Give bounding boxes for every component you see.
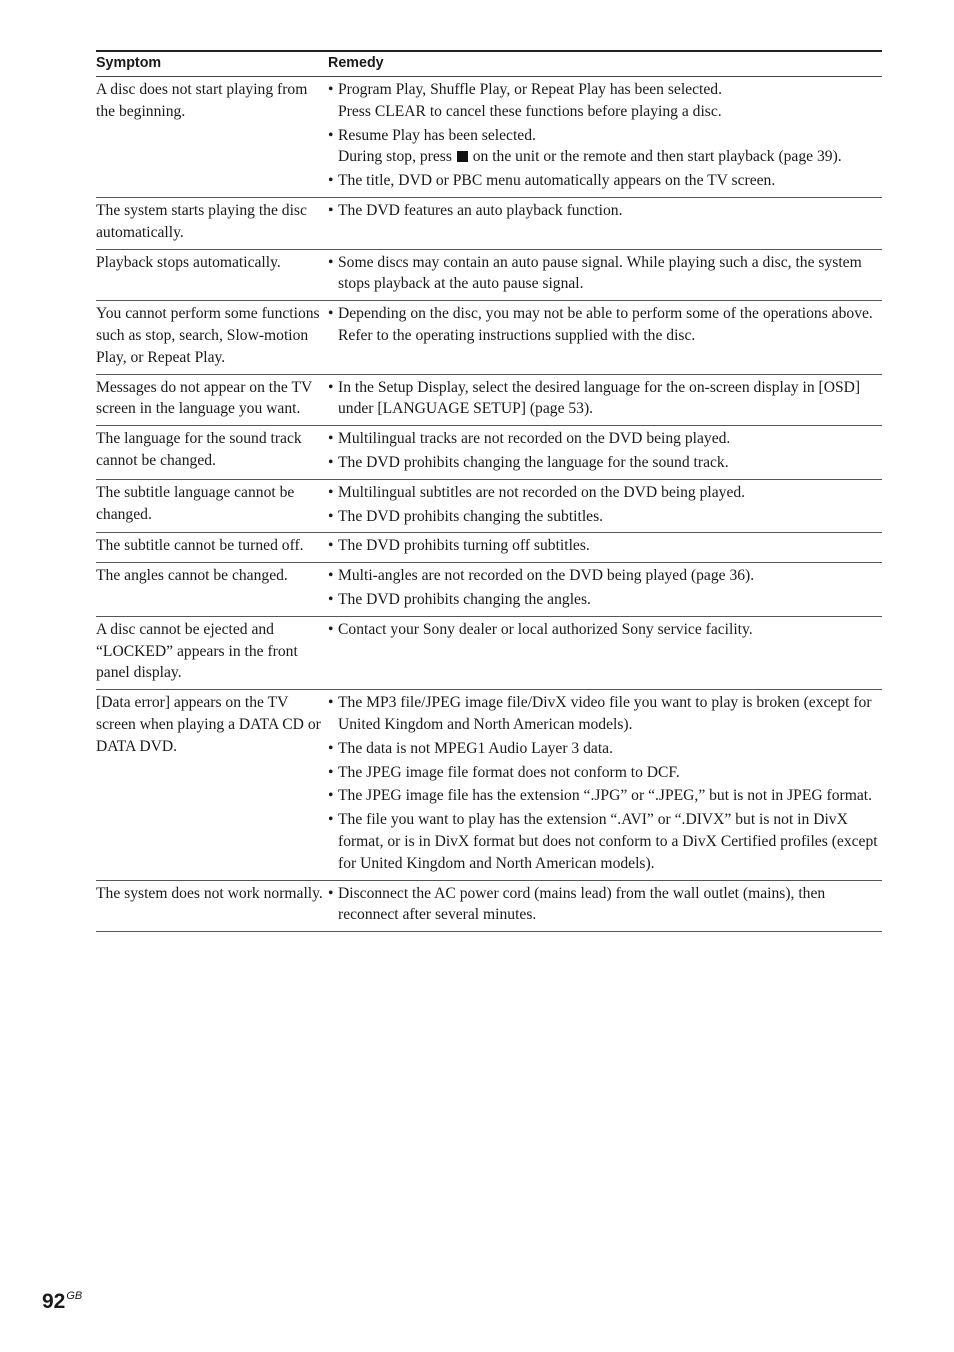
remedy-item (328, 170, 882, 192)
remedy-item (328, 762, 882, 784)
stop-icon (457, 151, 468, 162)
remedy-text: The file you want to play has the extension “.AVI” or “.DIVX” but is not in DivX format, or is in DivX format but does not conform to a DivX Certified profiles (except for United Kingdom and North American models). (338, 811, 878, 872)
symptom-cell: A disc does not start playing from the beginning. (96, 81, 308, 120)
remedy-item (328, 738, 882, 760)
remedy-text: Disconnect the AC power cord (mains lead) from the wall outlet (mains), then reconnect after several minutes. (338, 884, 826, 924)
remedy-list (328, 428, 882, 474)
remedy-text: The DVD prohibits changing the angles. (338, 590, 591, 608)
remedy-list (328, 619, 882, 641)
remedy-item (328, 692, 882, 736)
symptom-column-header: Symptom (96, 51, 328, 77)
remedy-cell (328, 880, 882, 932)
remedy-text: Press CLEAR to cancel these functions before playing a disc. (338, 102, 722, 120)
table-row (96, 479, 882, 533)
remedy-cell (328, 616, 882, 689)
symptom-cell: You cannot perform some functions such as stop, search, Slow-motion Play, or Repeat Play. (96, 305, 320, 366)
table-row (96, 374, 882, 426)
remedy-cell (328, 563, 882, 617)
remedy-list (328, 252, 882, 296)
remedy-list (328, 303, 882, 347)
remedy-list (328, 692, 882, 874)
remedy-text: The MP3 file/JPEG image file/DivX video file you want to play is broken (except for United Kingdom and North American models). (338, 694, 872, 733)
remedy-text: During stop, press (338, 148, 456, 166)
table-row (96, 249, 882, 301)
remedy-text: Resume Play has been selected. (338, 126, 536, 144)
page-number (42, 1283, 82, 1315)
remedy-item (328, 619, 882, 641)
remedy-item (328, 565, 882, 587)
remedy-item (328, 506, 882, 528)
remedy-text: Contact your Sony dealer or local authorized Sony service facility. (338, 620, 753, 638)
table-row (96, 426, 882, 480)
remedy-text: The DVD prohibits changing the subtitles. (338, 507, 604, 525)
page-number-value: 92 (42, 1290, 66, 1313)
remedy-item (328, 883, 882, 927)
remedy-item (328, 535, 882, 557)
remedy-cell (328, 426, 882, 480)
remedy-text: The DVD prohibits changing the language for the sound track. (338, 453, 729, 471)
remedy-item (328, 125, 882, 169)
remedy-item (328, 589, 882, 611)
troubleshooting-table (96, 50, 882, 932)
table-header-row (96, 51, 882, 77)
symptom-cell: [Data error] appears on the TV screen when playing a DATA CD or DATA DVD. (96, 694, 321, 755)
remedy-item (328, 252, 882, 296)
page-region-suffix: GB (66, 1290, 83, 1302)
remedy-list (328, 200, 882, 222)
symptom-cell: The language for the sound track cannot be changed. (96, 430, 302, 469)
symptom-cell: The system does not work normally. (96, 884, 323, 902)
remedy-text: The JPEG image file format does not conform to DCF. (338, 763, 680, 781)
symptom-cell: Messages do not appear on the TV screen in the language you want. (96, 378, 312, 418)
remedy-cell (328, 533, 882, 563)
table-row (96, 301, 882, 374)
remedy-item (328, 482, 882, 504)
remedy-list (328, 883, 882, 927)
table-row (96, 616, 882, 689)
remedy-text: The data is not MPEG1 Audio Layer 3 data. (338, 739, 613, 757)
remedy-text: The DVD prohibits turning off subtitles. (338, 537, 590, 555)
remedy-cell (328, 77, 882, 198)
symptom-cell: A disc cannot be ejected and “LOCKED” appears in the front panel display. (96, 620, 298, 682)
table-row (96, 197, 882, 249)
table-row (96, 533, 882, 563)
remedy-text: Multilingual tracks are not recorded on the DVD being played. (338, 430, 731, 448)
remedy-item (328, 428, 882, 450)
remedy-item (328, 785, 882, 807)
remedy-item (328, 200, 882, 222)
table-row (96, 563, 882, 617)
table-row (96, 77, 882, 198)
remedy-text: Depending on the disc, you may not be able to perform some of the operations above. Refer to the operating instructions supplied with the disc. (338, 305, 873, 344)
symptom-cell: Playback stops automatically. (96, 253, 281, 271)
remedy-cell (328, 301, 882, 374)
symptom-cell: The system starts playing the disc automatically. (96, 201, 307, 241)
remedy-text: The JPEG image file has the extension “.JPG” or “.JPEG,” but is not in JPEG format. (338, 787, 873, 805)
remedy-column-header: Remedy (328, 51, 882, 77)
table-row (96, 880, 882, 932)
remedy-cell (328, 374, 882, 426)
remedy-item (328, 452, 882, 474)
remedy-cell (328, 690, 882, 880)
symptom-cell: The angles cannot be changed. (96, 567, 288, 585)
remedy-list (328, 535, 882, 557)
remedy-list (328, 482, 882, 528)
symptom-cell: The subtitle cannot be turned off. (96, 537, 304, 555)
remedy-text: on the unit or the remote and then start playback (page 39). (468, 148, 842, 166)
remedy-text: Program Play, Shuffle Play, or Repeat Play has been selected. (338, 81, 722, 98)
remedy-item (328, 79, 882, 123)
remedy-text: In the Setup Display, select the desired language for the on-screen display in [OSD] under [LANGUAGE SETUP] (page 53). (338, 378, 861, 418)
remedy-text: Some discs may contain an auto pause signal. While playing such a disc, the system stops playback at the auto pause signal. (338, 253, 862, 293)
symptom-cell: The subtitle language cannot be changed. (96, 483, 295, 523)
remedy-text: Multi-angles are not recorded on the DVD being played (page 36). (338, 567, 755, 585)
remedy-list (328, 565, 882, 611)
remedy-text: The title, DVD or PBC menu automatically appears on the TV screen. (338, 172, 776, 190)
table-body (96, 77, 882, 932)
remedy-cell (328, 249, 882, 301)
remedy-text: The DVD features an auto playback function. (338, 201, 623, 219)
remedy-cell (328, 197, 882, 249)
remedy-item (328, 809, 882, 874)
remedy-cell (328, 479, 882, 533)
remedy-list (328, 377, 882, 421)
remedy-item (328, 377, 882, 421)
remedy-text: Multilingual subtitles are not recorded on the DVD being played. (338, 483, 746, 501)
remedy-list (328, 79, 882, 192)
remedy-item (328, 303, 882, 347)
table-row (96, 690, 882, 880)
